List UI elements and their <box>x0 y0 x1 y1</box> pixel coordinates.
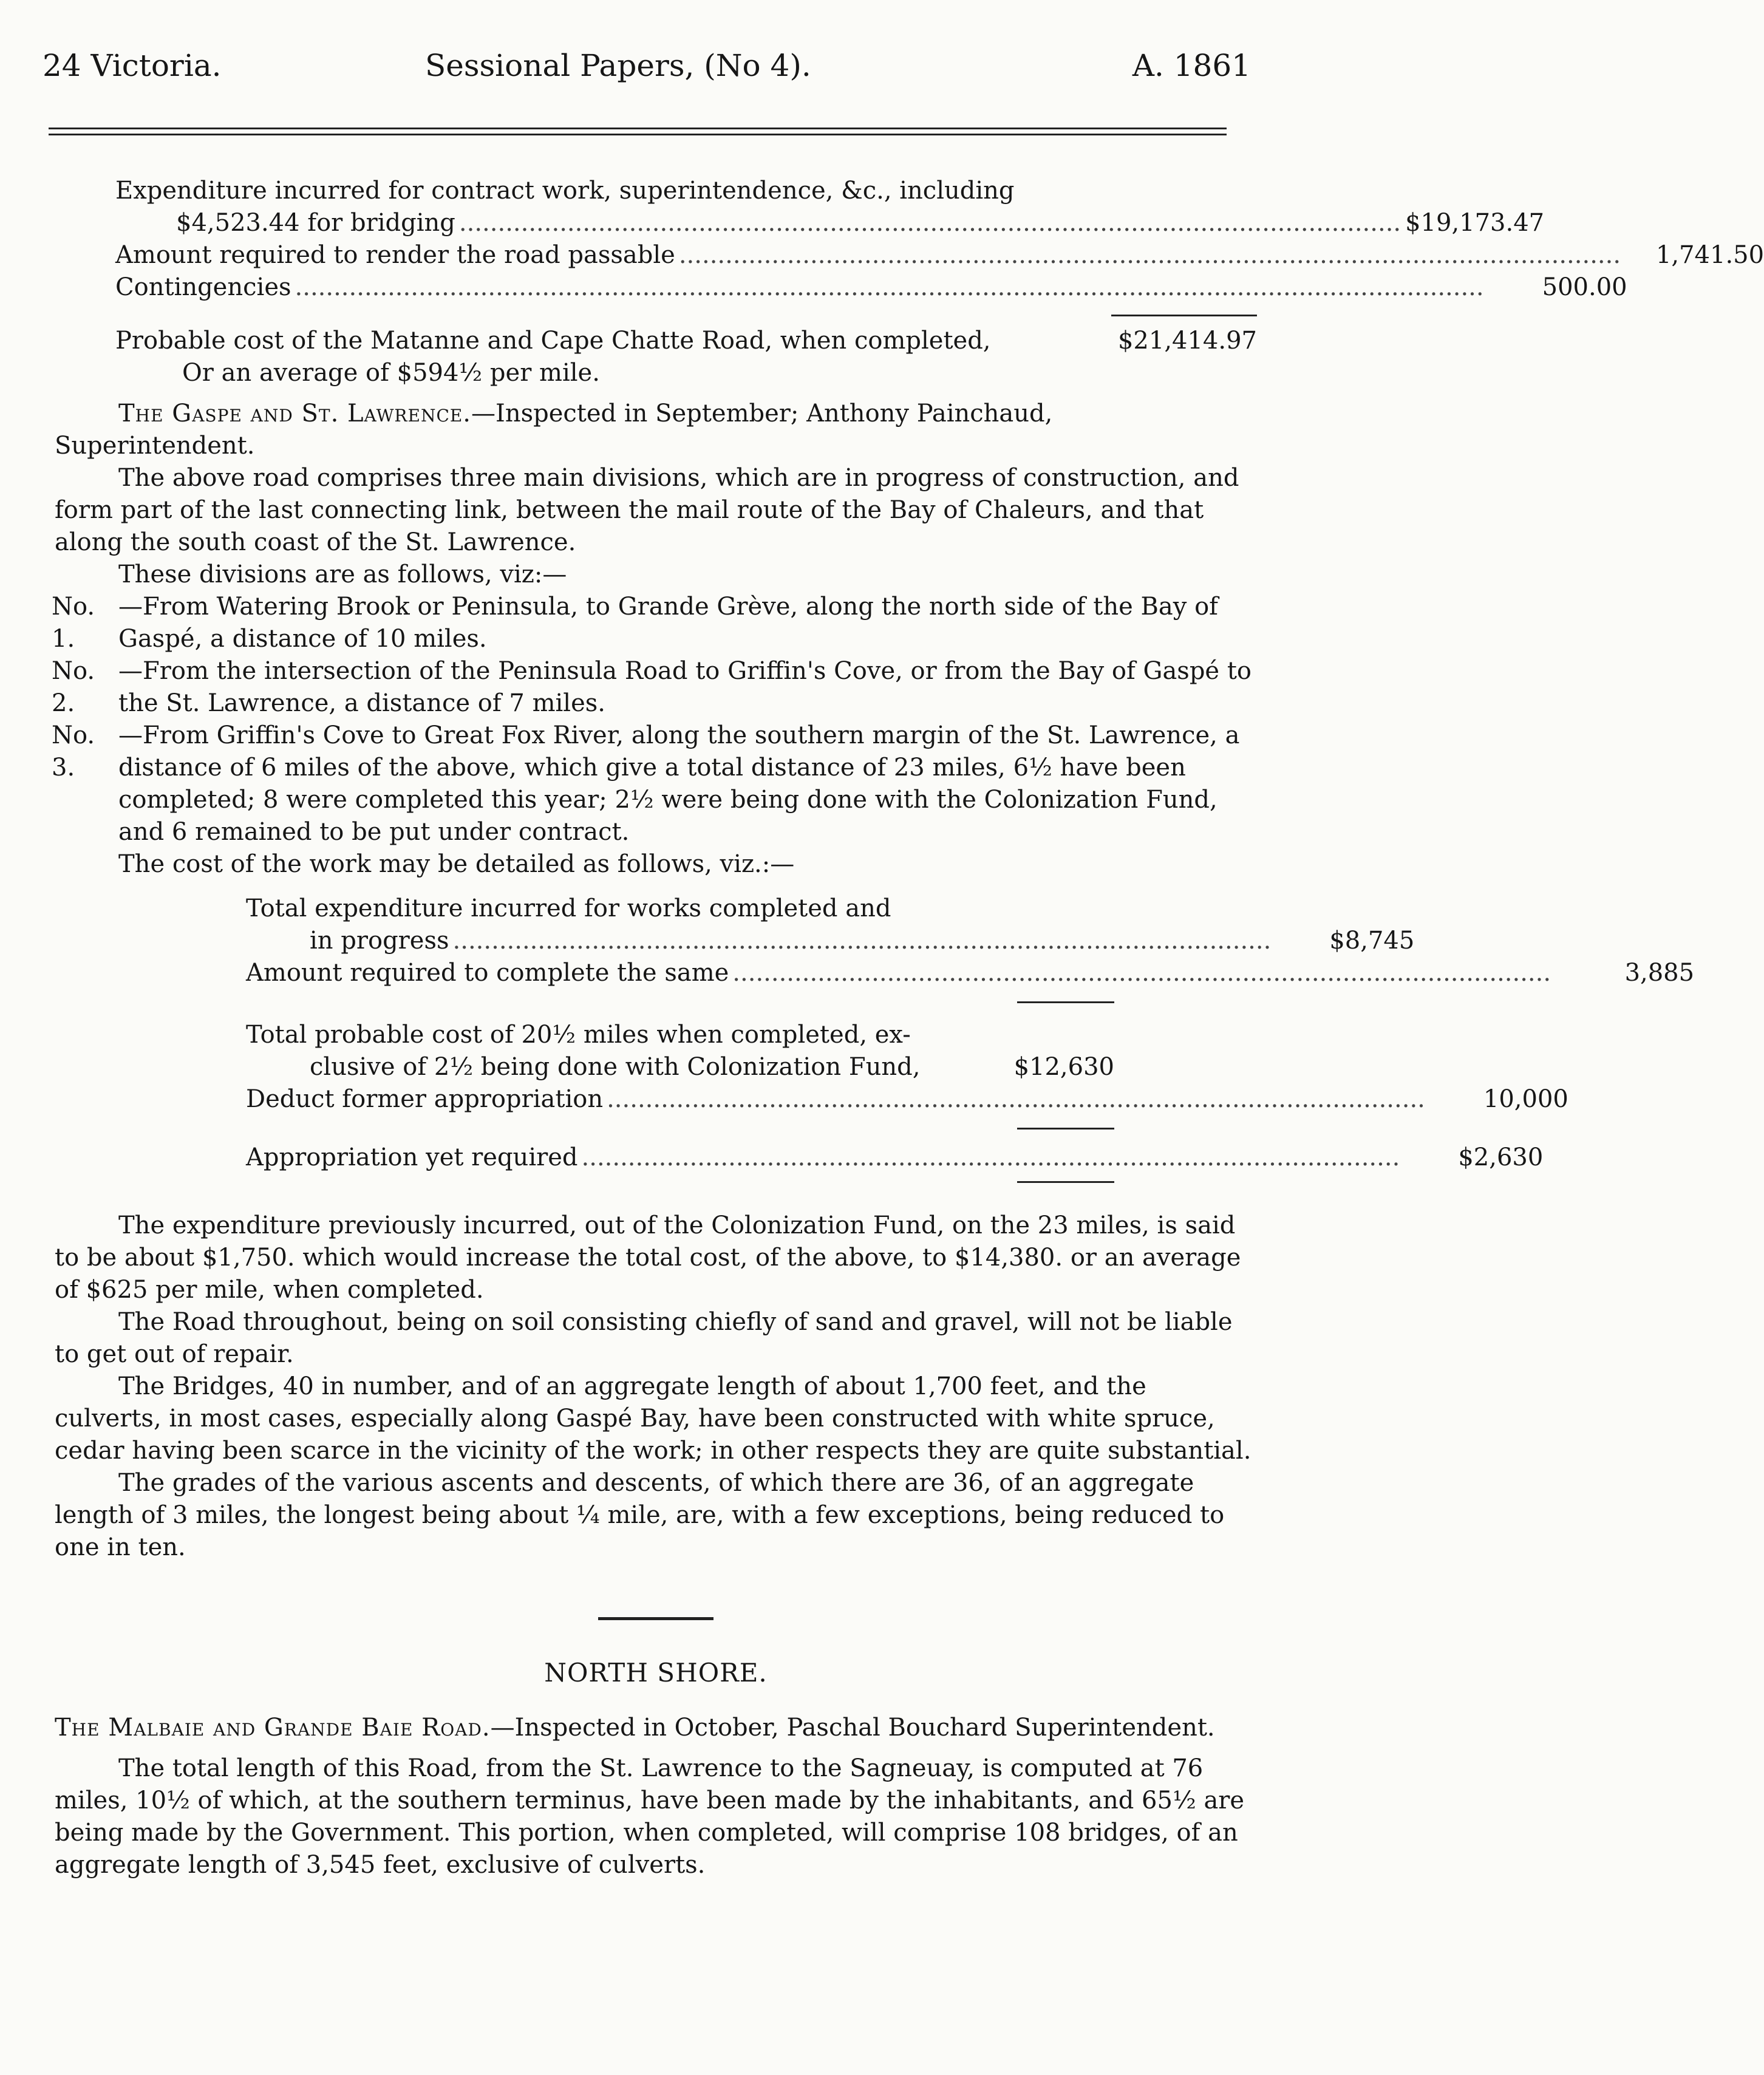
malbaie-intro: —Inspected in October, Paschal Bouchard Superintendent. <box>490 1714 1215 1742</box>
header-volume: 24 Victoria. <box>43 48 222 83</box>
division-item <box>52 720 1257 848</box>
gaspe-para5: The Road throughout, being on soil consisting chiefly of sand and gravel, will not be liable to get out of repair. <box>55 1308 1233 1368</box>
gaspe-cost-row2 <box>246 957 1695 989</box>
gaspe-cost-row1-label: Total expenditure incurred for works completed and <box>246 894 891 922</box>
matane-total-label: Probable cost of the Matanne and Cape Chatte Road, when completed, <box>115 327 991 355</box>
gaspe-para4: The expenditure previously incurred, out of the Colonization Fund, on the 23 miles, is said to be about $1,750. which would increase the total cost, of the above, to $14,380. or an average of $625 per mile, when completed. <box>55 1211 1241 1304</box>
matane-line2-amount: 1,741.50 <box>1655 241 1764 269</box>
matane-line2-label: Amount required to render the road passable <box>115 241 675 269</box>
section-divider <box>598 1617 713 1620</box>
north-shore-heading: NORTH SHORE. <box>544 1658 768 1688</box>
gaspe-cost-row2-label: Amount required to complete the same <box>246 959 729 987</box>
matane-line1-amount: $19,173.47 <box>1405 209 1545 237</box>
gaspe-para1: The above road comprises three main divisions, which are in progress of construction, and form part of the last connecting link, between the mail route of the Bay of Chaleurs, and that along the south coast of the St. Lawrence. <box>55 464 1239 556</box>
matane-line1-label: Expenditure incurred for contract work, superintendence, &c., including <box>115 177 1015 205</box>
gaspe-cost-row3-amount: $12,630 <box>1013 1053 1114 1081</box>
header-rule-top <box>49 128 1227 129</box>
gaspe-cost-row1-amount: $8,745 <box>1329 927 1415 955</box>
matane-line1 <box>115 207 1545 239</box>
page-header <box>43 41 1251 90</box>
division-number: No. 2. <box>52 657 95 717</box>
gaspe-intro-paragraph <box>55 398 1257 462</box>
matane-line1-sub: $4,523.44 for bridging <box>176 209 455 237</box>
gaspe-sum-rule-2 <box>1017 1128 1114 1129</box>
leader-dots: .......................................................................................................................................................... <box>295 273 1484 301</box>
gaspe-cost-row1 <box>246 925 1415 957</box>
matane-cost-table <box>55 175 1764 389</box>
division-text: —From Griffin's Cove to Great Fox River, along the southern margin of the St. Lawrence, a distance of 6 miles of the above, which give a total distance of 23 miles, 6½ have been completed; 8 were completed this year; 2½ were being done with the Colonization Fund, and 6 remained to be put under contract. <box>118 721 1240 846</box>
gaspe-sum-rule-3 <box>1017 1181 1114 1183</box>
header-year: A. 1861 <box>1132 48 1251 83</box>
gaspe-intro: —Inspected in September; Anthony Painchaud, Superintendent. <box>55 400 1053 460</box>
gaspe-cost-row3 <box>246 1051 1114 1083</box>
document-body <box>52 175 1764 1881</box>
matane-line3 <box>115 271 1627 304</box>
matane-total-amount: $21,414.97 <box>1117 327 1257 355</box>
gaspe-sum-rule-1 <box>1017 1001 1114 1003</box>
malbaie-intro-paragraph <box>55 1712 1257 1744</box>
gaspe-divisions-list <box>52 591 1257 848</box>
division-number: No. 1. <box>52 593 95 653</box>
gaspe-cost-row5 <box>246 1142 1544 1174</box>
leader-dots: .......................................................................................................... <box>581 1143 1400 1171</box>
matane-sum-rule <box>1111 315 1257 316</box>
gaspe-road-title: The Gaspe and St. Lawrence. <box>118 400 472 428</box>
matane-average: Or an average of $594½ per mile. <box>182 359 600 387</box>
matane-line3-label: Contingencies <box>115 273 291 301</box>
malbaie-road-title: The Malbaie and Grande Baie Road. <box>55 1714 491 1742</box>
malbaie-paragraph: The total length of this Road, from the St. Lawrence to the Sagneuay, is computed at 76 miles, 10½ of which, at the southern terminus, have been made by the inhabitants, and 65½ are being made by the Government. This portion, when completed, will comprise 108 bridges, of an aggregate length of 3,545 feet, exclusive of culverts. <box>55 1754 1245 1879</box>
division-text: —From Watering Brook or Peninsula, to Grande Grève, along the north side of the Bay of Gaspé, a distance of 10 miles. <box>118 593 1218 653</box>
gaspe-para7: The grades of the various ascents and descents, of which there are 36, of an aggregate length of 3 miles, the longest being about ¼ mile, are, with a few exceptions, being reduced to one in ten. <box>55 1469 1225 1561</box>
gaspe-cost-row1-sub: in progress <box>310 927 449 955</box>
gaspe-cost-row4-label: Deduct former appropriation <box>246 1085 604 1113</box>
gaspe-cost-row3-label: Total probable cost of 20½ miles when completed, ex- <box>246 1021 911 1049</box>
leader-dots: .......................................................................................................... <box>607 1085 1425 1113</box>
matane-total <box>115 325 1257 357</box>
gaspe-cost-row5-label: Appropriation yet required <box>246 1143 578 1171</box>
header-rule-bottom <box>49 134 1227 135</box>
division-text: —From the intersection of the Peninsula Road to Griffin's Cove, or from the Bay of Gaspé to the St. Lawrence, a distance of 7 miles. <box>118 657 1251 717</box>
gaspe-cost-row4 <box>246 1083 1568 1116</box>
leader-dots: .......................................................................................................................... <box>678 241 1621 269</box>
matane-line3-amount: 500.00 <box>1542 273 1627 301</box>
leader-dots: .......................................................................................................................... <box>458 209 1401 237</box>
header-title: Sessional Papers, (No 4). <box>425 48 811 83</box>
division-item <box>52 591 1257 655</box>
gaspe-cost-table <box>246 893 1695 1183</box>
gaspe-cost-row5-amount: $2,630 <box>1458 1143 1544 1171</box>
division-number: No. 3. <box>52 721 95 782</box>
leader-dots: .......................................................................................................... <box>452 927 1272 955</box>
gaspe-para2: These divisions are as follows, viz:— <box>118 560 567 588</box>
matane-line2 <box>115 239 1764 271</box>
leader-dots: .......................................................................................................... <box>732 959 1551 987</box>
gaspe-cost-row2-amount: 3,885 <box>1624 959 1695 987</box>
gaspe-para3: The cost of the work may be detailed as follows, viz.:— <box>118 850 795 878</box>
gaspe-cost-row3-sub: clusive of 2½ being done with Colonization Fund, <box>310 1053 921 1081</box>
gaspe-para6: The Bridges, 40 in number, and of an aggregate length of about 1,700 feet, and the culverts, in most cases, especially along Gaspé Bay, have been constructed with white spruce, cedar having been scarce in the vicinity of the work; in other respects they are quite substantial. <box>55 1372 1251 1465</box>
gaspe-cost-row4-amount: 10,000 <box>1483 1085 1568 1113</box>
division-item <box>52 655 1257 720</box>
